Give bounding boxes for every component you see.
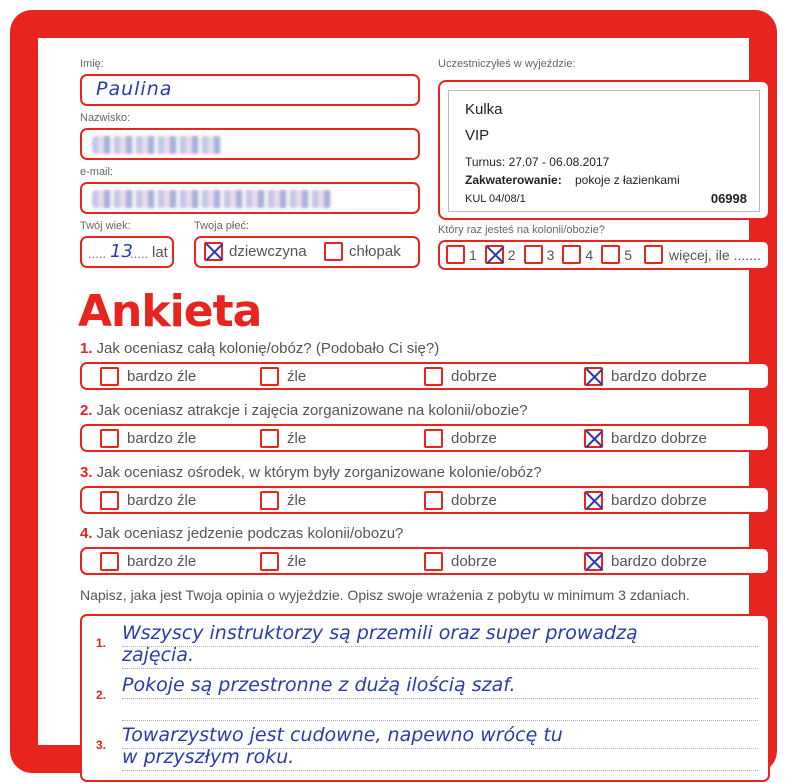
rating-option[interactable]	[584, 426, 707, 450]
times-more-checkbox[interactable]	[644, 245, 663, 264]
trip-field	[438, 80, 770, 220]
opinion-text: Towarzystwo jest cudowne, napewno wrócę tu	[122, 724, 563, 746]
opinion-rule	[122, 646, 758, 647]
rating-label: dobrze	[451, 367, 497, 385]
times-option-2[interactable]	[485, 245, 516, 264]
age-field[interactable]	[80, 236, 174, 268]
opinion-text: w przyszłym roku.	[122, 746, 295, 768]
times-option-5[interactable]	[601, 245, 632, 264]
rating-checkbox[interactable]	[260, 491, 279, 510]
rating-row-2	[80, 424, 770, 452]
rating-checkbox[interactable]	[584, 429, 603, 448]
rating-checkbox[interactable]	[100, 552, 119, 571]
stamp-code: KUL 04/08/1	[465, 193, 526, 205]
trip-stamp	[448, 90, 760, 212]
times-field	[438, 240, 770, 270]
rating-label: bardzo dobrze	[611, 367, 707, 385]
email-label: e-mail:	[80, 166, 114, 178]
rating-option[interactable]	[260, 426, 306, 450]
question-text: Jak oceniasz całą kolonię/obóz? (Podobało Ci się?)	[96, 340, 440, 357]
rating-label: bardzo źle	[127, 491, 197, 509]
question-number: 2.	[80, 402, 93, 419]
question-number: 1.	[80, 340, 93, 357]
gender-male-label: chłopak	[349, 243, 401, 260]
times-options	[446, 245, 634, 264]
survey-card	[10, 10, 777, 773]
rating-option[interactable]	[260, 364, 306, 388]
rating-option[interactable]	[260, 488, 306, 512]
rating-option[interactable]	[100, 488, 196, 512]
page-title: Ankieta	[78, 286, 262, 337]
times-option-3[interactable]	[524, 245, 555, 264]
stamp-number: 06998	[710, 191, 747, 206]
rating-checkbox[interactable]	[424, 552, 443, 571]
times-option-label: 2	[507, 246, 516, 263]
surname-label: Nazwisko:	[80, 112, 131, 124]
opinion-text: Pokoje są przestronne z dużą ilością szaf.	[122, 674, 516, 696]
opinion-rule	[122, 720, 758, 721]
age-dots: .....	[88, 246, 107, 261]
times-checkbox-1[interactable]	[446, 245, 465, 264]
name-field[interactable]	[80, 74, 420, 106]
rating-option[interactable]	[260, 549, 306, 573]
rating-label: bardzo źle	[127, 429, 197, 447]
times-option-label: 1	[469, 246, 477, 263]
gender-option-female[interactable]	[204, 242, 307, 261]
opinion-rule	[122, 770, 758, 771]
rating-label: źle	[287, 429, 307, 447]
rating-label: źle	[287, 367, 307, 385]
surname-field[interactable]	[80, 128, 420, 160]
question-number: 4.	[80, 525, 93, 542]
question-text: Jak oceniasz ośrodek, w którym były zorganizowane kolonie/obóz?	[96, 464, 542, 481]
rating-checkbox[interactable]	[100, 367, 119, 386]
email-redacted	[92, 190, 332, 208]
rating-checkbox[interactable]	[260, 429, 279, 448]
rating-option[interactable]	[584, 364, 707, 388]
rating-row-3	[80, 486, 770, 514]
rating-option[interactable]	[100, 549, 196, 573]
rating-checkbox[interactable]	[424, 367, 443, 386]
rating-checkbox[interactable]	[100, 429, 119, 448]
times-option-label: 5	[624, 246, 632, 263]
rating-label: źle	[287, 491, 307, 509]
stamp-zakw-label: Zakwaterowanie:	[465, 173, 562, 187]
opinion-prompt: Napisz, jaka jest Twoja opinia o wyjeździe. Opisz swoje wrażenia z pobytu w minimum 3 zdaniach.	[80, 587, 690, 603]
rating-option[interactable]	[100, 426, 196, 450]
age-label: Twój wiek:	[80, 220, 131, 232]
opinion-rule	[122, 668, 758, 669]
rating-row-4	[80, 547, 770, 575]
survey-content	[68, 58, 778, 783]
times-checkbox-3[interactable]	[524, 245, 543, 264]
gender-male-checkbox[interactable]	[324, 242, 343, 261]
rating-label: dobrze	[451, 552, 497, 570]
rating-label: bardzo dobrze	[611, 491, 707, 509]
question-text: Jak oceniasz jedzenie podczas kolonii/obozu?	[96, 525, 404, 542]
opinion-rule	[122, 748, 758, 749]
gender-female-checkbox[interactable]	[204, 242, 223, 261]
gender-field	[194, 236, 420, 268]
rating-option[interactable]	[424, 549, 497, 573]
question-2	[80, 402, 528, 419]
times-more-label: więcej, ile .......	[669, 246, 761, 263]
rating-label: bardzo dobrze	[611, 552, 707, 570]
times-checkbox-5[interactable]	[601, 245, 620, 264]
rating-option[interactable]	[584, 549, 707, 573]
rating-label: bardzo źle	[127, 552, 197, 570]
question-1	[80, 340, 439, 357]
gender-option-male[interactable]	[324, 242, 401, 261]
times-option-label: 4	[585, 246, 594, 263]
times-option-4[interactable]	[562, 245, 593, 264]
opinion-field[interactable]	[80, 614, 770, 782]
rating-label: źle	[287, 552, 307, 570]
rating-checkbox[interactable]	[584, 367, 603, 386]
question-3	[80, 464, 542, 481]
trip-label: Uczestniczyłeś w wyjeździe:	[438, 58, 576, 70]
times-label: Który raz jesteś na kolonii/obozie?	[438, 224, 605, 236]
stamp-line2: VIP	[465, 127, 490, 144]
question-text: Jak oceniasz atrakcje i zajęcia zorganizowane na kolonii/obozie?	[96, 402, 528, 419]
rating-option[interactable]	[424, 488, 497, 512]
rating-checkbox[interactable]	[584, 552, 603, 571]
times-option-more[interactable]	[644, 245, 761, 264]
times-checkbox-4[interactable]	[562, 245, 581, 264]
rating-checkbox[interactable]	[260, 552, 279, 571]
rating-checkbox[interactable]	[584, 491, 603, 510]
opinion-number: 3.	[96, 738, 107, 752]
question-number: 3.	[80, 464, 93, 481]
rating-row-1	[80, 362, 770, 390]
opinion-rule	[122, 698, 758, 699]
stamp-turnus: Turnus: 27.07 - 06.08.2017	[465, 155, 610, 169]
gender-female-label: dziewczyna	[229, 243, 307, 260]
age-value: 13	[110, 241, 133, 262]
opinion-text: zajęcia.	[122, 644, 194, 666]
opinion-number: 2.	[96, 688, 107, 702]
rating-checkbox[interactable]	[424, 491, 443, 510]
rating-checkbox[interactable]	[260, 367, 279, 386]
rating-option[interactable]	[100, 364, 196, 388]
rating-option[interactable]	[424, 364, 497, 388]
rating-checkbox[interactable]	[424, 429, 443, 448]
rating-label: bardzo dobrze	[611, 429, 707, 447]
age-dots-2: .....	[130, 246, 149, 261]
question-4	[80, 525, 403, 542]
times-option-label: 3	[546, 246, 555, 263]
gender-label: Twoja płeć:	[194, 220, 250, 232]
rating-option[interactable]	[584, 488, 707, 512]
age-unit: lat	[152, 244, 168, 261]
name-label: Imię:	[80, 58, 104, 70]
email-field[interactable]	[80, 182, 420, 214]
rating-checkbox[interactable]	[100, 491, 119, 510]
rating-option[interactable]	[424, 426, 497, 450]
surname-redacted	[92, 136, 222, 154]
opinion-text: Wszyscy instruktorzy są przemili oraz super prowadzą	[122, 622, 638, 644]
rating-label: dobrze	[451, 491, 497, 509]
stamp-line1: Kulka	[465, 101, 503, 118]
rating-label: bardzo źle	[127, 367, 197, 385]
stamp-zakw-value: pokoje z łazienkami	[575, 173, 680, 187]
name-value: Paulina	[96, 78, 173, 100]
rating-label: dobrze	[451, 429, 497, 447]
opinion-number: 1.	[96, 636, 107, 650]
times-checkbox-2[interactable]	[485, 245, 504, 264]
times-option-1[interactable]	[446, 245, 477, 264]
